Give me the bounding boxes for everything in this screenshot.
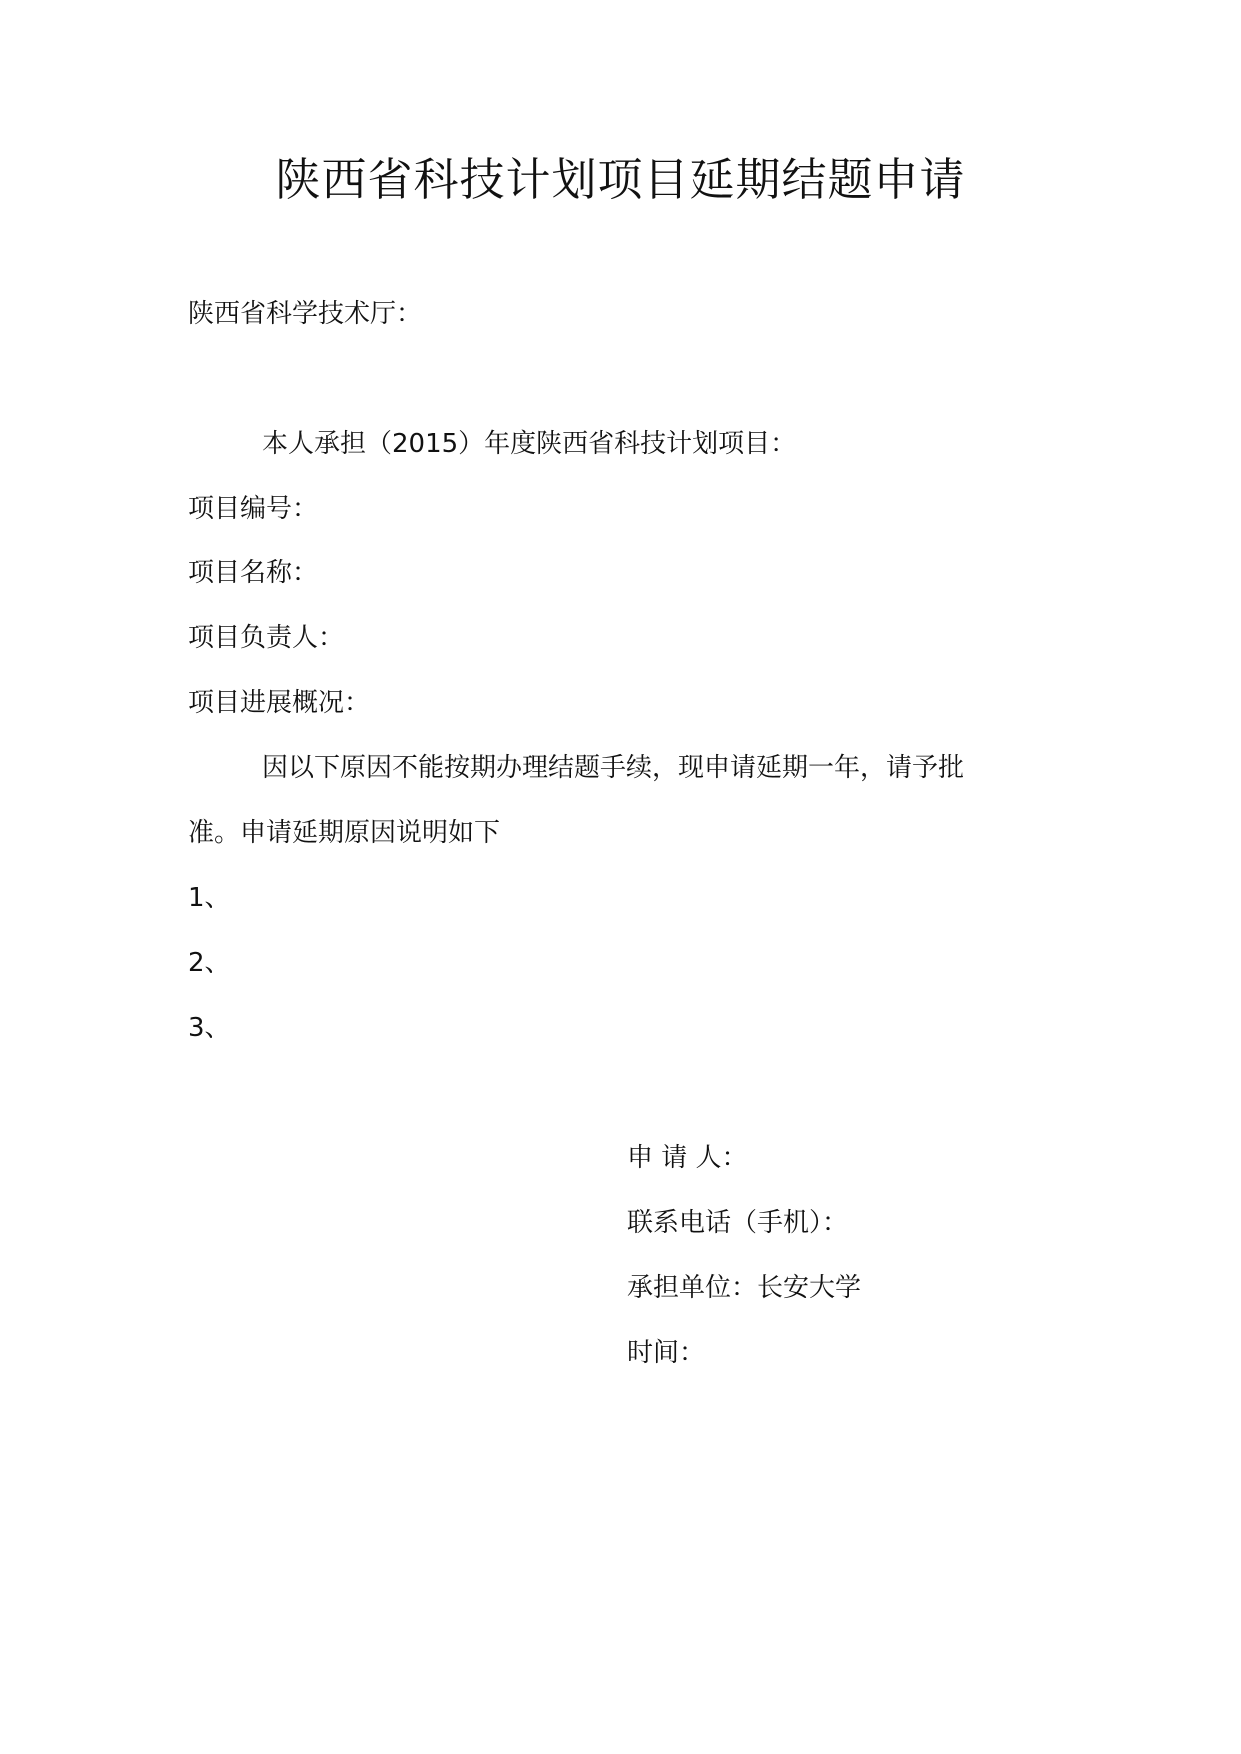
project-name-label: 项目名称：: [188, 558, 319, 588]
unit-label: 承担单位：长安大学: [627, 1273, 862, 1303]
reason-item-2: 2、: [188, 948, 231, 978]
applicant-label: 申 请 人：: [627, 1143, 748, 1173]
request-paragraph-line-2: 准。申请延期原因说明如下: [188, 818, 501, 848]
project-number-label: 项目编号：: [188, 494, 319, 524]
reason-item-3: 3、: [188, 1013, 231, 1043]
project-progress-label: 项目进展概况：: [188, 688, 371, 718]
time-label: 时间：: [627, 1338, 706, 1368]
document-title: 陕西省科技计划项目延期结题申请: [275, 153, 966, 206]
intro-paragraph: 本人承担（2015）年度陕西省科技计划项目：: [262, 429, 797, 459]
phone-label: 联系电话（手机）：: [627, 1208, 849, 1238]
project-leader-label: 项目负责人：: [188, 623, 345, 653]
reason-item-1: 1、: [188, 883, 231, 913]
addressee: 陕西省科学技术厅：: [188, 299, 423, 329]
request-paragraph-line-1: 因以下原因不能按期办理结题手续，现申请延期一年，请予批: [262, 753, 965, 783]
